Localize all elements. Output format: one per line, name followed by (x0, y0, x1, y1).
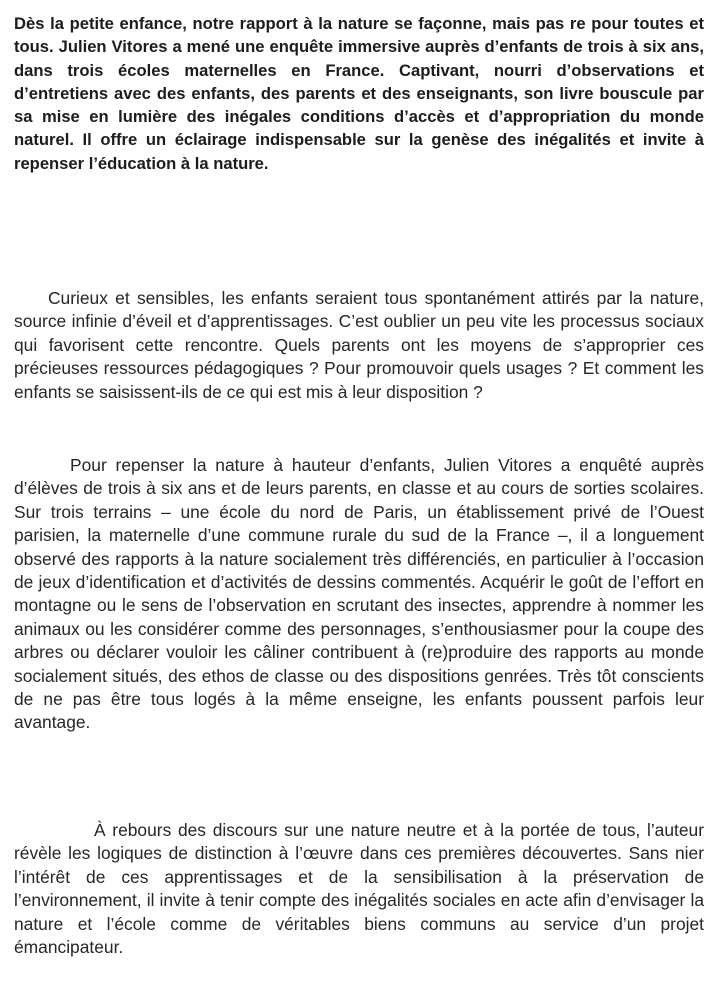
paragraph-3: À rebours des discours sur une nature neutre et à la portée de tous, l’auteur révèle les logiques de distinction à l’œuvre dans ces premières découvertes. Sans nier l’intérêt de ces apprentissages et de la sensibilisation à la préservation de l’environnement, il invite à tenir compte des inégalités sociales en acte afin d’envisager la nature et l’école comme de véritables biens communs au service d’un projet émancipateur. (14, 820, 704, 958)
paragraph-2: Pour repenser la nature à hauteur d’enfants, Julien Vitores a enquêté auprès d’élèves de trois à six ans et de leurs parents, en classe et au cours de sorties scolaires. Sur trois terrains – une école du nord de Paris, un établissement privé de l’Ouest parisien, la maternelle d’une commune rurale du sud de la France –, il a longuement observé des rapports à la nature socialement très différenciés, en particulier à l’occasion de jeux d’identification et d’activités de dessins commentés. Acquérir le goût de l’effort en montagne ou le sens de l’observation en scrutant des insectes, apprendre à nommer les animaux ou les considérer comme des personnages, s’enthousiasmer pour la coupe des arbres ou déclarer vouloir les câliner contribuent à (re)produire des rapports au monde socialement situés, des ethos de classe ou des dispositions genrées. Très tôt conscients de ne pas être tous logés à la même enseigne, les enfants poussent parfois leur avantage. (14, 455, 704, 733)
paragraph-1: Curieux et sensibles, les enfants seraient tous spontanément attirés par la nature, source infinie d’éveil et d’apprentissages. C’est oublier un peu vite les processus sociaux qui favorisent cette rencontre. Quels parents ont les moyens de s’approprier ces précieuses ressources pédagogiques ? Pour promouvoir quels usages ? Et comment les enfants se saisissent-ils de ce qui est mis à leur disposition ? (14, 288, 704, 402)
intro-summary: Dès la petite enfance, notre rapport à la nature se façonne, mais pas re pour toutes et tous. Julien Vitores a mené une enquête immersive auprès d’enfants de trois à six ans, dans trois écoles maternelles en France. Captivant, nourri d’observations et d’entretiens avec des enfants, des parents et des enseignants, son livre bouscule par sa mise en lumière des inégales conditions d’accès et d’appropriation du monde naturel. Il offre un éclairage indispensable sur la genèse des inégalités et invite à repenser l’éducation à la nature. (14, 14, 704, 173)
